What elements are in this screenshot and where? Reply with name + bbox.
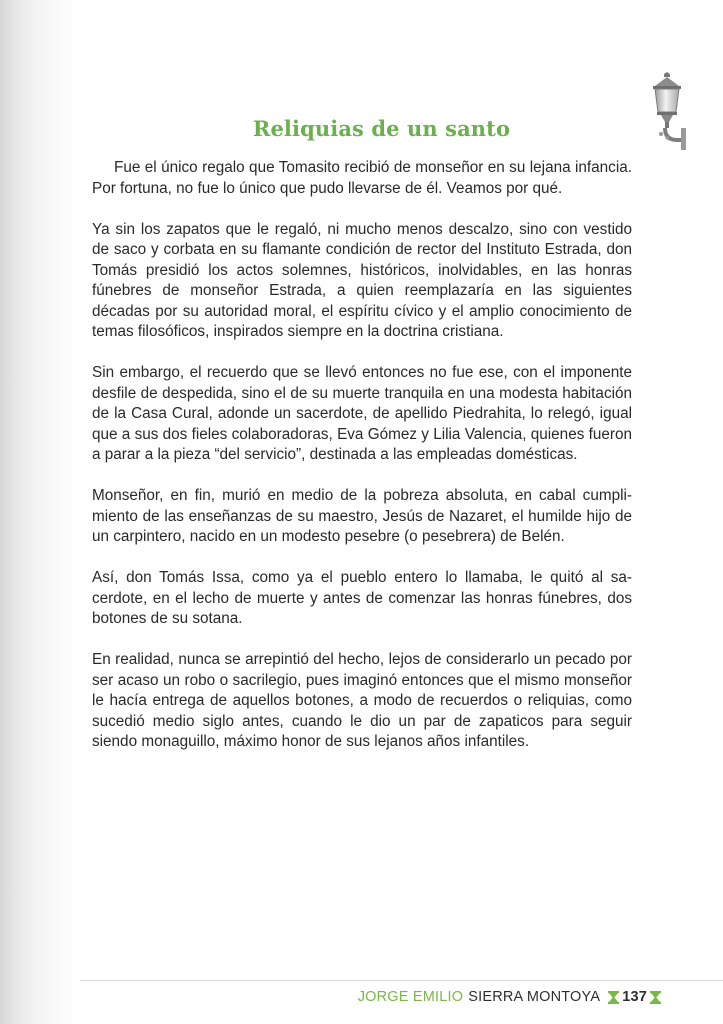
page-footer	[358, 989, 661, 1005]
page-number-group	[608, 989, 661, 1005]
paragraph: Sin embargo, el recuerdo que se llevó entonces no fue ese, con el imponente desfile de despedida, sino el de su muerte tranquila en una modesta habitación de la Casa Cural, adonde un sacerdote, de apellido Piedrahita, lo relegó, igual que a sus dos fieles colaboradoras, Eva Gómez y Lilia Valencia, quienes fueron a parar a la pieza “del servicio”, destinada a las empleadas domésticas.	[92, 364, 632, 463]
paragraph: Así, don Tomás Issa, como ya el pueblo entero lo llamaba, le quitó al sacerdote, en el lecho de muerte y antes de comenzar las honras fúnebres, dos botones de su sotana.	[92, 569, 632, 627]
chapter-title: Reliquias de un santo	[252, 116, 511, 141]
page-number: 137	[622, 989, 647, 1005]
paragraph: Fue el único regalo que Tomasito recibió de monseñor en su lejana infancia. Por fortuna, no fue lo único que pudo llevarse de él. Veamos por qué.	[92, 159, 632, 197]
hourglass-icon	[608, 991, 619, 1004]
spine-shadow	[0, 0, 80, 1024]
paragraph: En realidad, nunca se arrepintió del hecho, lejos de considerarlo un pecado por ser acaso un robo o sacrilegio, pues imaginó entonces que el mismo monseñor le hacía entrega de aquellos botones, a modo de recuerdos o reliquias, como sucedió medio siglo antes, cuando le dio un par de zapaticos para seguir siendo monaguillo, máximo honor de sus lejanos años infantiles.	[92, 651, 632, 750]
paragraph: Monseñor, en fin, murió en medio de la pobreza absoluta, en cabal cumplimiento de las enseñanzas de su maestro, Jesús de Nazaret, el humilde hijo de un carpintero, nacido en un modesto pesebre (o pesebrera) de Belén.	[92, 487, 632, 545]
body-text	[92, 158, 632, 773]
footer-divider	[80, 980, 723, 981]
author-first-name: JORGE EMILIO	[357, 989, 464, 1005]
paragraph: Ya sin los zapatos que le regaló, ni mucho menos descalzo, sino con vestido de saco y corbata en su flamante condición de rector del Instituto Estrada, don Tomás presidió los actos solemnes, históricos, inolvidables, en las honras fúnebres de monseñor Estrada, a quien reemplazaría en las siguientes décadas por su autoridad moral, el espíritu cívico y el amplio conocimiento de temas filosóficos, inspirados siempre en la doctrina cristiana.	[92, 220, 632, 340]
hourglass-icon	[650, 991, 661, 1004]
author-last-name: SIERRA MONTOYA	[468, 989, 601, 1005]
